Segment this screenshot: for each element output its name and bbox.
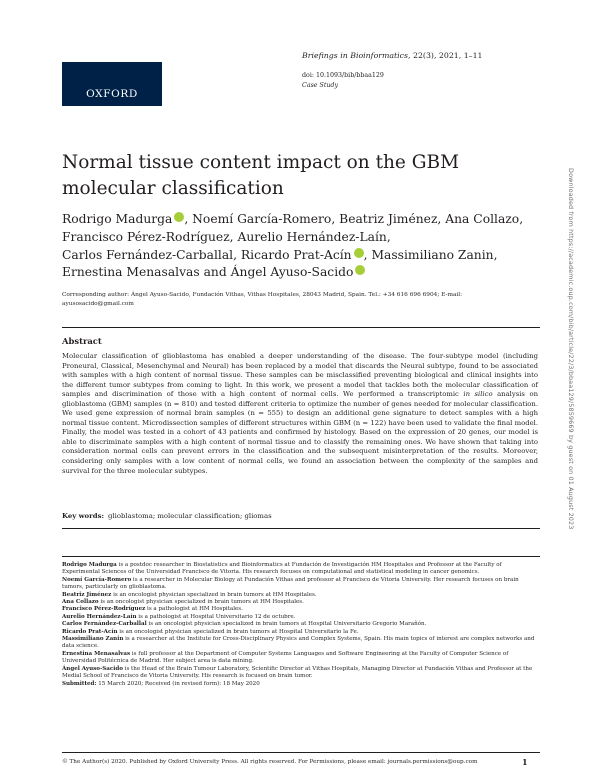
bio-name: Ricardo Prat-Acín xyxy=(62,628,118,635)
keywords-text: glioblastoma; molecular classification; gliomas xyxy=(108,512,272,520)
bio-entry xyxy=(62,562,540,577)
bio-name: Ernestina Menasalvas xyxy=(62,650,131,657)
bio-entry xyxy=(62,651,540,666)
bio-text: is an oncologist physician specialized in brain tumors at Hospital Universitario la Fe. xyxy=(117,628,359,635)
bio-entry xyxy=(62,636,540,651)
page-number: 1 xyxy=(522,757,528,767)
author-name[interactable]: Ernestina Menasalvas xyxy=(62,265,200,280)
author-name[interactable]: Aurelio Hernández-Laín xyxy=(237,229,387,244)
abstract-heading: Abstract xyxy=(62,336,102,346)
author-bios xyxy=(62,562,540,688)
bio-text: is an oncologist physician specialized in brain tumors at HM Hospitales. xyxy=(111,591,317,598)
bio-text: is full professor at the Department of Computer Systems Languages and Software Engineering at the Faculty of Computer Science of Universidad Politécnica de Madrid. Her subject area is data mining. xyxy=(62,650,509,665)
author-name[interactable]: Massimiliano Zanin xyxy=(371,247,494,262)
divider xyxy=(62,327,540,328)
bio-text: is a postdoc researcher in Biostatistics and Bioinformatics at Fundación de Investigación HM Hospitales and Professor at the Faculty of Experimental Sciences of the Universidad Francisco de Vitoria. His research focuses on computational and statistical modeling in cancer genomics. xyxy=(62,562,502,576)
divider xyxy=(62,528,540,529)
bio-name: Noemí García-Romero xyxy=(62,576,132,583)
bio-text: is an oncologist physician specialized in brain tumors at Hospital Universitario Gregorio Marañón. xyxy=(146,621,427,628)
bio-text: is a pathologist at HM Hospitales. xyxy=(145,606,243,613)
author-name[interactable]: Beatriz Jiménez xyxy=(339,212,438,226)
bio-name: Rodrigo Madurga xyxy=(62,562,117,568)
bio-name: Submitted: xyxy=(62,680,97,687)
bio-entry xyxy=(62,621,540,628)
bio-entry xyxy=(62,606,540,613)
corresponding-author: Corresponding author: Ángel Ayuso-Sacido, Fundación Vithas, Vithas Hospitales, 28043 Madrid, Spain. Tel.: +34 616 696 6904; E-mail: ayusosacido@gmail.com xyxy=(62,292,463,307)
author-list: Rodrigo Madurga , Noemí García-Romero, Beatriz Jiménez, Ana Collazo, Francisco Pérez-Rodríguez, Aurelio Hernández-Laín, Carlos Fernández-Carballal, Ricardo Prat-Acín , Massimiliano Zanin, Ernestina Menasalvas and Ángel Ayuso-Sacido xyxy=(62,212,524,280)
article-type: Case Study xyxy=(302,82,339,89)
bio-name: Carlos Fernández-Carballal xyxy=(62,621,147,628)
bio-text: is an oncologist physician specialized in brain tumors at HM Hospitales. xyxy=(98,599,304,606)
orcid-icon[interactable] xyxy=(354,248,364,258)
bio-text: is the Head of the Brain Tumour Laboratory, Scientific Director at Vithas Hospitals, Managing Director at Fundación Vithas and Professor at the Medial School of Francisco de Vitoria University. His research is focused on brain tumor. xyxy=(62,665,533,680)
copyright-notice: © The Author(s) 2020. Published by Oxford University Press. All rights reserved. For Permissions, please email: journals.permissions@oup.com xyxy=(62,759,478,765)
orcid-icon[interactable] xyxy=(355,265,365,275)
bio-name: Aurelio Hernández-Laín xyxy=(62,613,137,620)
oxford-logo xyxy=(62,62,162,106)
bio-name: Massimiliano Zanin xyxy=(62,636,124,643)
bio-name: Ana Collazo xyxy=(62,599,99,606)
keywords xyxy=(62,512,272,520)
doi-label: doi: xyxy=(302,72,314,79)
abstract-italic: in silico xyxy=(463,390,493,399)
author-name[interactable]: Noemí García-Romero xyxy=(192,212,332,226)
abstract-part-1: Molecular classification of glioblastoma has enabled a deeper understanding of the disease. The four-subtype model (including Proneural, Classical, Mesenchymal and Neural) has been replaced by a model that discards the Neural subtype, found to be associated with samples with a high content of normal tissue. These samples can be misclassified preventing biological and clinical insights into the different tumor subtypes from coming to light. In this work, we present a model that tackles both the molecular classification of samples and discrimination of those with a high content of normal cells. We performed a transcriptomic xyxy=(62,352,538,399)
author-name[interactable]: Ricardo Prat-Acín xyxy=(240,247,352,262)
article-title: Normal tissue content impact on the GBM molecular classification xyxy=(62,152,460,199)
author-name[interactable]: Carlos Fernández-Carballal xyxy=(62,247,234,262)
bio-entry xyxy=(62,592,540,599)
abstract-text xyxy=(62,352,538,476)
volume-pages: 22(3), 2021, 1–11 xyxy=(410,51,483,60)
doi-line xyxy=(302,72,384,79)
keywords-label: Key words: xyxy=(62,512,105,520)
bio-text: is a researcher at the Institute for Cross-Disciplinary Physics and Complex Systems, Spain. His main topics of interest are complex networks and data science. xyxy=(62,636,535,650)
bio-name: Francisco Pérez-Rodríguez xyxy=(62,606,146,613)
author-name[interactable]: Ana Collazo xyxy=(445,212,520,226)
author-name[interactable]: Rodrigo Madurga xyxy=(62,212,173,226)
journal-name: Briefings in Bioinformatics, xyxy=(302,51,411,60)
bio-text: is a pathologist at Hospital Universitario 12 de octubre. xyxy=(136,613,296,620)
bio-name: Beatriz Jiménez xyxy=(62,591,112,598)
submission-dates xyxy=(62,681,540,688)
bio-text: is a researcher in Molecular Biology at Fundación Vithas and professor at Francisco de Vitoria University. Her research focuses on brain tumors, particularly on glioblastoma. xyxy=(62,576,519,591)
abstract-part-2: analysis on glioblastoma (GBM) samples (n = 810) and tested different criteria to optimize the number of genes needed for molecular classification. We used gene expression of normal brain samples (n = 555) to design an additional gene signature to detect samples with a high normal tissue content. Microdissection samples of different structures within GBM (n = 122) have been used to validate the final model. Finally, the model was tested in a cohort of 43 patients and confirmed by histology. Based on the expression of 20 genes, our model is able to discriminate samples with a high content of normal tissue and to classify the remaining ones. We have shown that taking into consideration normal cells can prevent errors in the classification and the subsequent misinterpretation of the results. Moreover, considering only samples with a low content of normal cells, we found an association between the complexity of the samples and survival for the three molecular subtypes. xyxy=(62,390,538,475)
author-name[interactable]: Francisco Pérez-Rodríguez xyxy=(62,229,230,244)
doi-link[interactable]: 10.1093/bib/bbaa129 xyxy=(315,72,384,79)
bio-entry xyxy=(62,629,540,636)
journal-citation xyxy=(302,51,483,60)
orcid-icon[interactable] xyxy=(174,212,184,222)
bio-text: 15 March 2020; Received (in revised form): 18 May 2020 xyxy=(96,680,260,687)
logo-text: OXFORD xyxy=(86,88,138,100)
bio-entry xyxy=(62,666,540,681)
download-stamp: Downloaded from https://academic.oup.com/bib/article/22/3/bbaa129/5859669 by guest on 01 August 2023 xyxy=(567,168,575,530)
divider xyxy=(62,752,540,753)
author-name[interactable]: Ángel Ayuso-Sacido xyxy=(230,265,354,280)
divider xyxy=(62,556,540,557)
bio-name: Ángel Ayuso-Sacido xyxy=(62,665,123,672)
bio-entry xyxy=(62,577,540,592)
